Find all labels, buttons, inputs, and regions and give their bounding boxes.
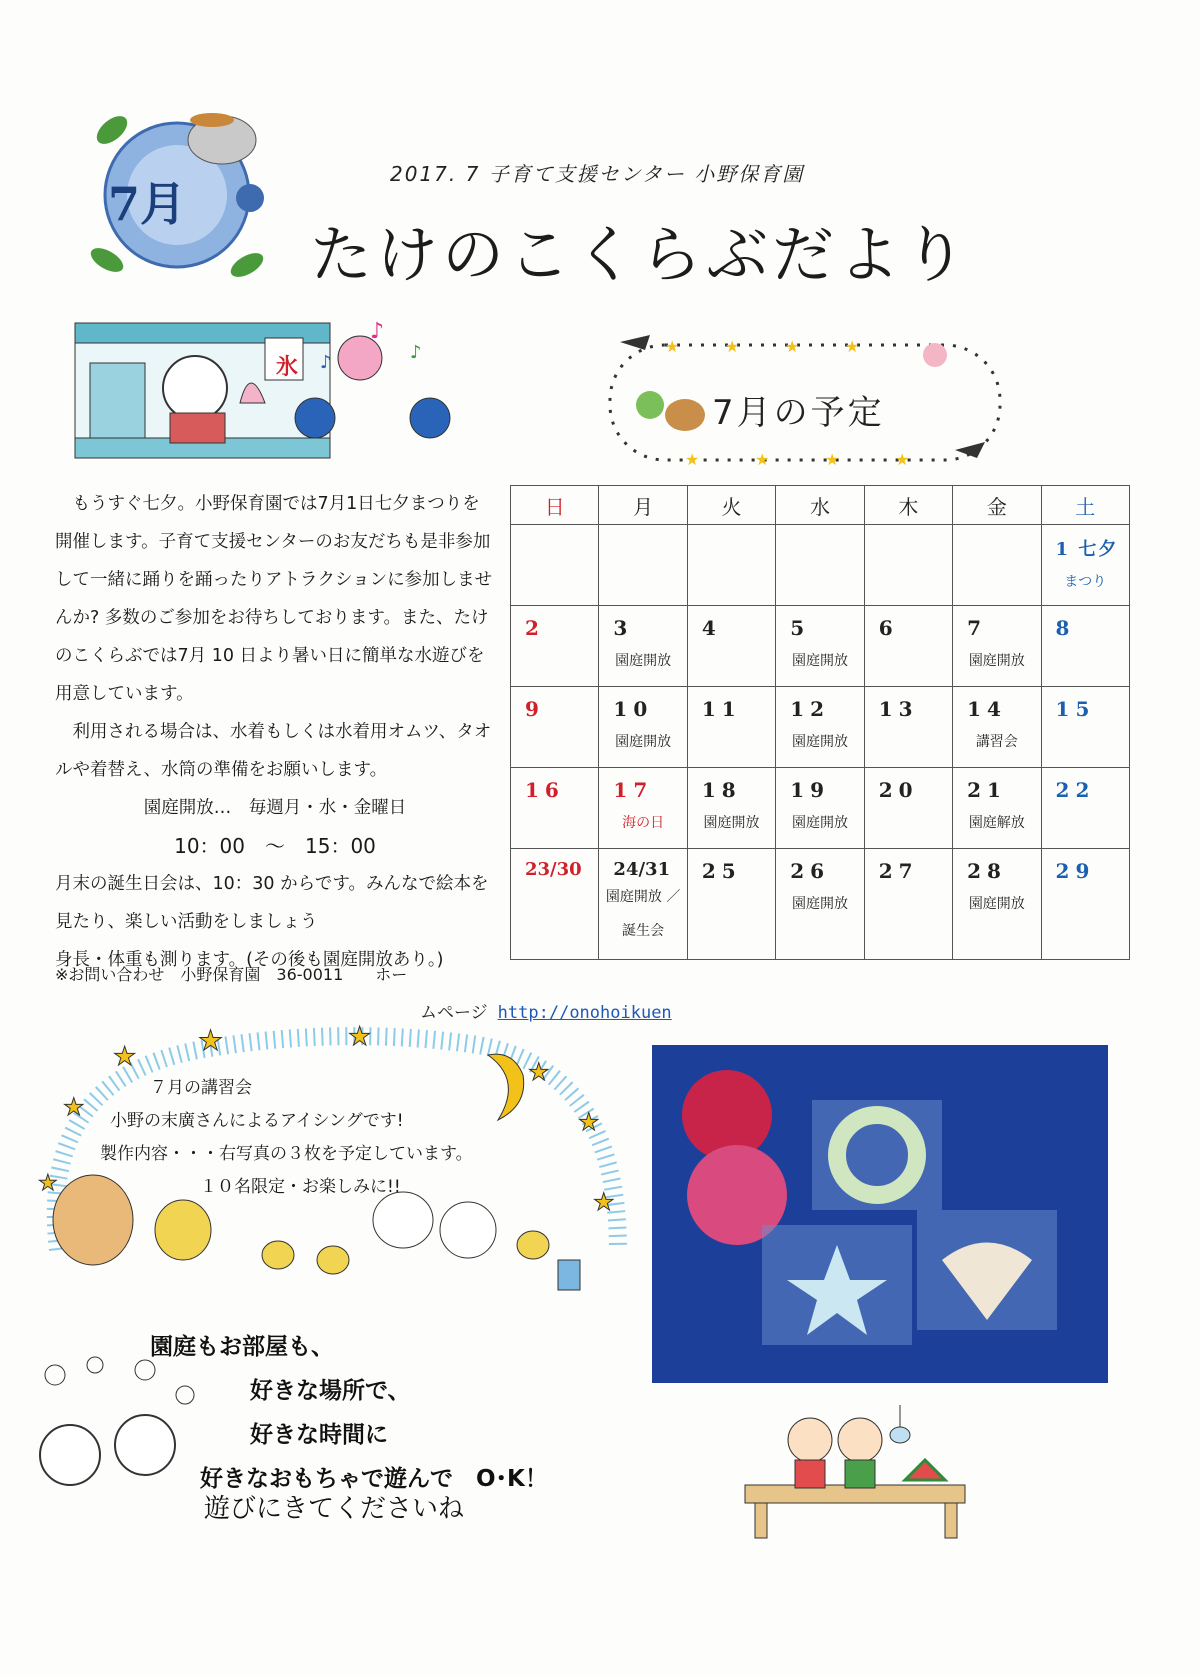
play-message	[150, 1325, 548, 1501]
calendar-cell	[687, 606, 775, 687]
calendar-cell	[776, 768, 864, 849]
day-number	[776, 525, 863, 535]
svg-text:★: ★	[38, 1171, 58, 1196]
weekday-sat: 土	[1041, 486, 1129, 525]
day-event: 講習会	[975, 734, 1018, 750]
day-number: 18	[701, 778, 742, 802]
day-number: 9	[525, 697, 545, 721]
calendar-cell	[1041, 687, 1129, 768]
day-number: 3	[613, 616, 634, 640]
day-number: 4	[701, 616, 722, 640]
day-number: 29	[1055, 859, 1096, 883]
day-number: 14	[967, 697, 1007, 721]
shell-cookie-icon	[917, 1210, 1057, 1330]
day-number: 8	[1055, 616, 1076, 640]
calendar-cell	[511, 687, 599, 768]
weekday-thu: 木	[864, 486, 952, 525]
homepage-label: ムページ	[420, 1003, 488, 1023]
svg-text:★: ★	[348, 1022, 372, 1052]
day-event: 園庭開放	[791, 734, 848, 750]
calendar-cell	[864, 768, 952, 849]
day-number: 23/30	[525, 859, 582, 880]
calendar-cell	[599, 687, 687, 768]
wreath-cookie-icon	[812, 1100, 942, 1210]
calendar-cell	[511, 768, 599, 849]
calendar-cell	[953, 606, 1041, 687]
svg-text:★: ★	[198, 1024, 224, 1057]
day-number	[688, 525, 775, 535]
day-number: 11	[701, 697, 742, 721]
calendar-cell	[599, 606, 687, 687]
svg-text:★: ★	[63, 1093, 85, 1121]
day-event: まつり	[1064, 574, 1107, 590]
watermelon-icon	[905, 1460, 945, 1480]
calendar-cell	[953, 768, 1041, 849]
shop-sign: 氷	[276, 355, 299, 380]
svg-text:★: ★	[895, 450, 910, 469]
moon-icon	[488, 1054, 524, 1120]
day-event: 海の日	[622, 815, 665, 831]
intro-paragraph-2: 利用される場合は、水着もしくは水着用オムツ、タオルや着替え、水筒の準備をお願いします。	[55, 722, 492, 780]
day-event: 園庭解放	[968, 815, 1025, 831]
wind-chime-icon	[890, 1427, 910, 1443]
svg-text:★: ★	[725, 337, 740, 356]
day-number: 17	[613, 778, 654, 802]
open-days: 園庭開放… 毎週月・水・金曜日	[143, 798, 407, 818]
july-calendar	[510, 485, 1130, 960]
calendar-cell	[953, 525, 1041, 606]
workshop-line-1: 小野の末廣さんによるアイシングです!	[110, 1111, 404, 1131]
day-number: 2	[525, 616, 545, 640]
svg-text:★: ★	[113, 1042, 137, 1072]
calendar-cell	[599, 849, 687, 960]
calendar-cell	[1041, 606, 1129, 687]
badge-text: 7月	[108, 177, 187, 231]
calendar-cell	[687, 687, 775, 768]
svg-text:♪: ♪	[370, 319, 385, 344]
calendar-cell	[687, 849, 775, 960]
day-number	[599, 525, 686, 535]
svg-text:★: ★	[593, 1188, 615, 1216]
calendar-cell	[864, 849, 952, 960]
play-line-1: 園庭もお部屋も、	[150, 1334, 334, 1360]
day-number: 16	[525, 778, 565, 802]
calendar-cell	[776, 606, 864, 687]
day-number: 12	[790, 697, 831, 721]
elephant-icon	[188, 113, 256, 164]
day-number: 1 七夕	[1055, 539, 1119, 560]
header-subtitle: 2017. 7 子育て支援センター 小野保育園	[390, 162, 805, 186]
day-number: 10	[613, 697, 654, 721]
calendar-cell	[599, 768, 687, 849]
calendar-cell	[776, 525, 864, 606]
day-number	[511, 525, 598, 535]
swallow-icon	[620, 335, 650, 350]
weekday-fri: 金	[953, 486, 1041, 525]
day-event: 園庭開放	[791, 815, 848, 831]
calendar-cell	[776, 849, 864, 960]
calendar-cell	[687, 525, 775, 606]
svg-text:★: ★	[528, 1058, 550, 1086]
svg-text:★: ★	[785, 337, 800, 356]
svg-text:★: ★	[685, 450, 700, 469]
calendar-cell	[1041, 849, 1129, 960]
calendar-cell	[864, 525, 952, 606]
day-event: 園庭開放	[615, 653, 672, 669]
day-number: 22	[1055, 778, 1096, 802]
calendar-cell	[776, 687, 864, 768]
day-number: 27	[878, 859, 919, 883]
calendar-cell	[511, 525, 599, 606]
workshop-line-2: 製作内容・・・右写真の３枚を予定しています。	[100, 1144, 473, 1164]
week-row	[511, 525, 1130, 606]
week-row	[511, 849, 1130, 960]
open-time: 10：00 ～ 15：00	[174, 834, 376, 858]
calendar-cell	[1041, 768, 1129, 849]
weekday-mon: 月	[599, 486, 687, 525]
day-event: 園庭開放	[791, 653, 848, 669]
day-number: 21	[967, 778, 1007, 802]
calendar-cell	[1041, 525, 1129, 606]
homepage-link[interactable]: http://onohoikuen	[497, 1003, 672, 1023]
day-event: 園庭開放	[968, 653, 1025, 669]
schedule-title: 7月の予定	[712, 393, 885, 433]
svg-text:★: ★	[825, 450, 840, 469]
birthday-note: 月末の誕生日会は、10：30 からです。みんなで絵本を見たり、楽しい活動をしましょう	[55, 874, 489, 932]
measure-note: 身長・体重も測ります。(その後も園庭開放あり。)	[55, 950, 444, 970]
svg-text:♪: ♪	[410, 342, 422, 363]
day-event: 園庭開放 ／誕生会	[605, 889, 681, 939]
svg-text:★: ★	[665, 337, 680, 356]
page-title: たけのこくらぶだより	[310, 218, 971, 291]
contact-line: ※お問い合わせ 小野保育園 36-0011 ホー	[55, 965, 408, 984]
day-event: 園庭開放	[703, 815, 760, 831]
svg-text:★: ★	[845, 337, 860, 356]
weekday-wed: 水	[776, 486, 864, 525]
day-number: 24/31	[613, 859, 671, 880]
calendar-cell	[864, 606, 952, 687]
day-number: 6	[878, 616, 899, 640]
workshop-text	[100, 1072, 473, 1204]
day-number: 13	[878, 697, 919, 721]
intro-text	[55, 485, 495, 979]
workshop-title: ７月の講習会	[150, 1078, 252, 1098]
workshop-line-3: １０名限定・お楽しみに!!	[200, 1177, 401, 1197]
weekday-row	[511, 486, 1130, 525]
calendar-cell	[599, 525, 687, 606]
day-number: 5	[790, 616, 811, 640]
week-row	[511, 768, 1130, 849]
play-line-3: 好きな時間に	[250, 1422, 388, 1448]
calendar-cell	[687, 768, 775, 849]
bubble-kids-illustration	[35, 1355, 200, 1505]
calendar-cell	[953, 849, 1041, 960]
icing-cookies-photo	[652, 1045, 1108, 1383]
weekday-sun: 日	[511, 486, 599, 525]
day-number: 25	[701, 859, 742, 883]
calendar-cell	[511, 606, 599, 687]
day-event: 園庭開放	[968, 896, 1025, 912]
play-line-4: 好きなおもちゃで遊んで O･K！	[200, 1466, 548, 1492]
day-number	[953, 525, 1040, 535]
svg-text:♪: ♪	[320, 352, 332, 373]
calendar-cell	[953, 687, 1041, 768]
intro-paragraph-1: もうすぐ七夕。小野保育園では7月1日七夕まつりを開催します。子育て支援センターのお友だちも是非参加して一緒に踊りを踊ったりアトラクションに参加しませんか? 多数のご参加をお待ちしております。また、たけのこくらぶでは7月 10 日より暑い日に簡単な水遊びを用意しています。	[55, 494, 493, 704]
weekday-tue: 火	[687, 486, 775, 525]
day-number: 28	[967, 859, 1007, 883]
day-number	[865, 525, 952, 535]
day-number: 15	[1055, 697, 1096, 721]
day-number: 7	[967, 616, 988, 640]
calendar-cell	[511, 849, 599, 960]
day-event: 園庭開放	[615, 734, 672, 750]
shaved-ice-shop-illustration	[70, 318, 480, 473]
day-number: 20	[878, 778, 919, 802]
calendar-cell	[864, 687, 952, 768]
closing-message: 遊びにきてくださいね	[204, 1494, 465, 1524]
svg-text:★: ★	[578, 1108, 600, 1136]
day-number: 19	[790, 778, 831, 802]
svg-text:★: ★	[755, 450, 770, 469]
star-cookie-icon	[762, 1225, 912, 1345]
kids-watermelon-illustration	[735, 1400, 985, 1545]
week-row	[511, 606, 1130, 687]
play-line-2: 好きな場所で、	[250, 1378, 411, 1404]
day-number: 26	[790, 859, 831, 883]
week-row	[511, 687, 1130, 768]
day-event: 園庭開放	[791, 896, 848, 912]
